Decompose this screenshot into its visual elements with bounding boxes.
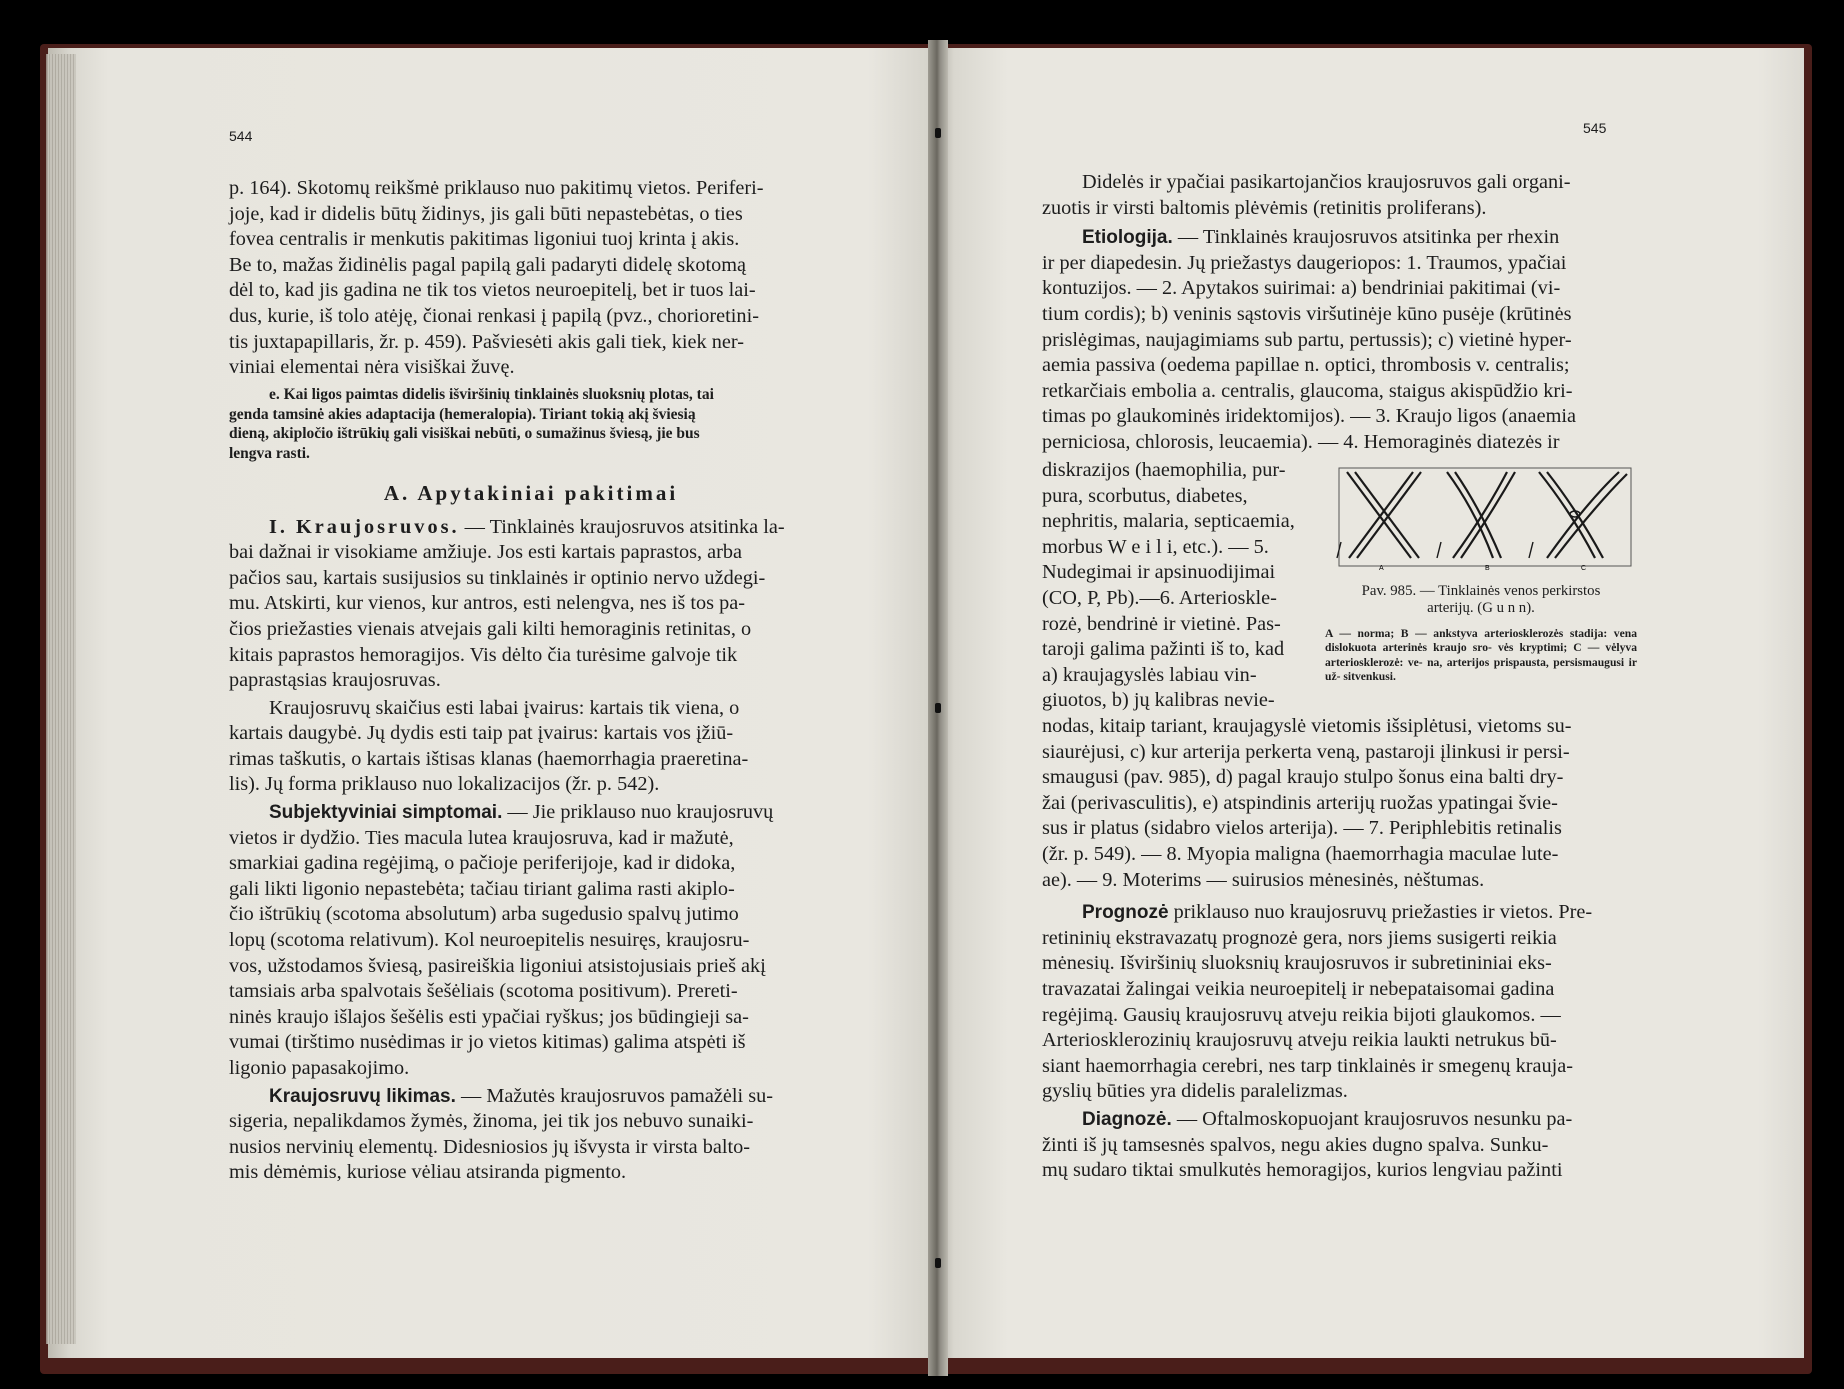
page-edges [46,54,76,1344]
text-line: siant haemorrhagia cerebri, nes tarp tinklainės ir smegenų krauja- [1042,1054,1574,1077]
text-line: retininių ekstravazatų prognozė gera, nors jiems susigerti reikia [1042,926,1557,949]
text-line: dieną, akipločio ištrūkių gali visiškai nebūti, o sumažinus šviesą, jie bus [229,425,700,443]
text-line: smarkiai gadina regėjimą, o pačioje periferijoje, kad ir didoka, [229,852,736,875]
text-line: tis juxtapapillaris, žr. p. 459). Pašviesėti akis gali tiek, kiek ner- [229,330,744,353]
figure-label-c: C [1581,565,1587,572]
text-line: čios priežasties vienais atvejais gali kilti hemoraginis retinitas, o [229,617,752,640]
text-line: nusios nervinių elementų. Didesniosios jų išvysta ir virsta balto- [229,1135,751,1158]
text-line [229,1084,833,1110]
text-line: genda tamsinė akies adaptacija (hemeralopia). Tiriant tokią akį šviesią [229,405,696,423]
text-line: lopų (scotoma relativum). Kol neuroepitelis nesuiręs, kraujosru- [229,929,750,952]
text-span: — Tinklainės kraujosruvos atsitinka la- [464,515,785,538]
text-line: žai (perivasculitis), e) atspindinis arterijų ruožas ypatingai švie- [1042,791,1558,814]
section-title: A. Apytakiniai pakitimai [383,480,679,505]
text-line: vietos ir dydžio. Ties macula lutea kraujosruva, kad ir mažutė, [229,826,734,849]
text-line: rozė, bendrinė ir vietinė. Pas- [1042,612,1281,635]
text-line: taroji galima pažinti iš to, kad [1042,638,1285,661]
text-line: kartais daugybė. Jų dydis esti taip pat įvairus: kartais vos įžiū- [229,722,734,745]
left-text-column [229,176,833,1186]
text-line: Nudegimai ir apsinuodijimai [1042,561,1276,584]
paragraph-likimas [229,1084,833,1186]
paragraph-prognoze [1042,900,1642,1105]
text-span: — Oftalmoskopuojant kraujosruvos nesunku pa- [1176,1107,1573,1130]
text-line: ninės kraujo išlajos šešėlis esti ypačiai ryškus; jos būdingieji sa- [229,1005,749,1028]
text-line: vos, užstodamos šviesą, pasireiškia ligoniui atsistojusiais prieš akį [229,954,766,977]
text-span: — Jie priklauso nuo kraujosruvų [507,801,774,824]
text-line: ae). — 9. Moterims — suirusios mėnesinės, nėštumas. [1042,868,1485,891]
heading-subjektyviniai: Subjektyviniai simptomai. [269,802,503,824]
note-hemeralopia [229,385,833,464]
text-line: kontuzijos. — 2. Apytakos suirimai: a) bendriniai pakitimai (vi- [1042,277,1561,300]
heading-prognoze: Prognozė [1082,902,1169,924]
text-line [1042,900,1642,926]
text-line: pačios sau, kartais susijusios su tinklainės ir optinio nervo uždegi- [229,566,766,589]
spine-stitch [935,1258,941,1268]
text-line: morbus W e i l i, etc.). — 5. [1042,535,1269,558]
text-line: prislėgimas, naujagimiams sub partu, pertussis); c) vietinė hyper- [1042,328,1572,351]
text-line: čio ištrūkių (scotoma absolutum) arba sugedusio spalvų jutimo [229,903,739,926]
paragraph-skaicius [229,696,833,798]
right-text-column-narrow [1042,458,1322,714]
text-line: giuotos, b) jų kalibras nevie- [1042,689,1275,712]
figure-label-b: B [1485,565,1490,572]
text-line: timas po glaukominės iridektomijos). — 3. Kraujo ligos (anaemia [1042,405,1576,428]
text-line: dėl to, kad jis gadina ne tik tos vietos neuroepitelį, bet ir tuos lai- [229,279,756,302]
figure-caption [1325,583,1637,617]
caption-line: arterijų. (G u n n). [1427,600,1535,616]
paragraph-diagnoze [1042,1107,1642,1184]
text-span: — Mažutės kraujosruvos pamažėli su- [460,1084,774,1107]
text-line: rimas taškutis, o kartais ištisas klanas (haemorrhagia praeretina- [229,747,749,770]
text-line: p. 164). Skotomų reikšmė priklauso nuo pakitimų vietos. Periferi- [229,177,764,199]
text-line: tium cordis); b) veninis sąstovis viršutinėje kūno pusėje (krūtinės [1042,302,1572,325]
right-text-column-bottom [1042,714,1642,1184]
heading-diagnoze: Diagnozė. [1082,1108,1172,1130]
text-line: gali likti ligonio nepastebėta; tačiau tiriant galima rasti akiplo- [229,877,735,900]
text-line [1042,1107,1642,1133]
text-line: diskrazijos (haemophilia, pur- [1042,459,1286,481]
text-line [229,515,833,541]
text-line: a) kraujagyslės labiau vin- [1042,663,1257,686]
text-line: sus ir platus (sidabro vielos arterija). — 7. Periphlebitis retinalis [1042,817,1562,840]
text-line [1042,225,1642,251]
text-line: (CO, P, Pb).—6. Arteriosklе- [1042,586,1277,609]
text-line: lis). Jų forma priklauso nuo lokalizacijos (žr. p. 542). [229,773,660,796]
text-line: gyslių būties yra didelis paralelizmas. [1042,1080,1348,1103]
text-line: zuotis ir virsti baltomis plėvėmis (retinitis proliferans). [1042,196,1487,219]
text-line: dus, kurie, iš tolo atėję, čionai renkasi į papilą (pvz., chorioretini- [229,304,759,327]
text-line: mėnesių. Išviršinių sluoksnių kraujosruvos ir subretininiai eks- [1042,952,1552,975]
text-line: perniciosa, chlorosis, leucaemia). — 4. Hemoraginės diatezės ir [1042,430,1560,453]
text-line: Arteriosklerozinių kraujosruvų atveju reikia laukti netrukus bū- [1042,1029,1557,1052]
text-line: Be to, mažas židinėlis pagal papilą gali padaryti didelę skotomą [229,253,747,276]
spine-stitch [935,703,941,713]
subsection-title: I. Kraujosruvos. [269,515,460,538]
text-line: mų sudaro tiktai smulkutės hemoragijos, kurios lengviau pažinti [1042,1159,1563,1182]
text-line: vumai (tirštimo nusėdimas ir jo vietos kitimas) galima atspėti iš [229,1031,746,1054]
text-line: bai dažnai ir visokiame amžiuje. Jos esti kartais paprastos, arba [229,541,743,564]
text-line: nodas, kitaip tariant, kraujagyslė vietomis išsiplėtusi, vietoms su- [1042,715,1572,737]
page-number-right: 545 [1583,120,1607,136]
paragraph-organizuotis [1042,170,1642,221]
text-line: regėjimą. Gausių kraujosruvų atveju reikia bijoti glaukomos. — [1042,1003,1561,1026]
text-line: smaugusi (pav. 985), d) pagal kraujo stulpo šonus eina balti dry- [1042,766,1564,789]
caption-line: Pav. 985. — Tinklainės venos perkirstos [1361,583,1601,599]
figure-label-a: A [1379,565,1384,572]
text-line: lengva rasti. [229,445,310,463]
text-line: žinti iš jų tamsesnės spalvos, negu akies dugno spalva. Sunku- [1042,1133,1549,1156]
text-line [229,800,833,826]
text-line: sigeria, nepalikdamos žymės, žinoma, jei tik jos nebuvo sunaiki- [229,1110,754,1133]
text-line: kitais paprastos hemoragijos. Vis dėlto čia turėsime galvoje tik [229,643,738,666]
text-line: pura, scorbutus, diabetes, [1042,484,1248,507]
text-line: nephritis, malaria, septicaemia, [1042,510,1295,533]
text-line: ligonio papasakojimo. [229,1057,410,1079]
text-line: aemia passiva (oedema papillae n. optici, thrombosis v. centralis; [1042,354,1570,377]
text-line: retkarčiais embolia a. centralis, glaucoma, staigus akispūdžio kri- [1042,379,1573,402]
text-line: ir per diapedesin. Jų priežastys daugeriopos: 1. Traumos, ypačiai [1042,251,1567,274]
text-line: paprastąsias kraujosruvas. [229,669,441,692]
text-line: tamsiais arba spalvotais šešėliais (scotoma positivum). Prereti- [229,980,738,1003]
page-number-left: 544 [229,128,253,144]
paragraph-kraujosruvos [229,515,833,694]
text-line: siaurėjusi, c) kur arterija perkerta veną, pastaroji įlinkusi ir persi- [1042,740,1570,763]
figure-985 [1325,462,1637,724]
text-span: priklauso nuo kraujosruvų priežasties ir vietos. Pre- [1173,901,1593,924]
text-line: joje, kad ir didelis būtų židinys, jis gali būti nepastebėtas, o ties [229,202,743,225]
spine-stitch [935,128,941,138]
text-line: travazatai žalingai veikia neuroepitelį ir nebepataisomai gadina [1042,977,1555,1000]
text-line: e. Kai ligos paimtas didelis išviršinių tinklainės sluoksnių plotas, tai [269,385,714,403]
text-line: mis dėmėmis, kuriose vėliau atsiranda pigmento. [229,1161,627,1184]
paragraph-etiologija [1042,225,1642,455]
paragraph-arteriosklerozе-cont [1042,714,1642,893]
text-line: fovea centralis ir menkutis pakitimas ligoniui tuoj krinta į akis. [229,228,740,251]
text-span: — Tinklainės kraujosruvos atsitinka per rhexin [1177,226,1560,249]
text-line: Kraujosruvų skaičius esti labai įvairus: kartais tik viena, o [269,696,740,719]
figure-legend: A — norma; B — ankstyva arteriosklerozės stadija: vena dislokuota arterinės kraujo sro- vės kryptimi; C — vėlyva arteriosklerozė: ve- na, arterijos prispausta, persismaugusi ir už- sitvenkusi. [1325,627,1637,683]
paragraph-subjektyviniai [229,800,833,1082]
text-line: Didelės ir ypačiai pasikartojančios kraujosruvos gali organi- [1082,171,1571,193]
text-line: (žr. p. 549). — 8. Myopia maligna (haemorrhagia maculae lute- [1042,842,1559,865]
heading-etiologija: Etiologija. [1082,227,1173,249]
paragraph-skotomos [229,176,833,381]
figure-illustration [1325,462,1637,572]
right-text-column-top [1042,170,1642,456]
heading-likimas: Kraujosruvų likimas. [269,1085,456,1107]
text-line: viniai elementai nėra visiškai žuvę. [229,356,515,379]
text-line: mu. Atskirti, kur vienos, kur antros, esti nelengva, nes iš tos pa- [229,592,745,615]
